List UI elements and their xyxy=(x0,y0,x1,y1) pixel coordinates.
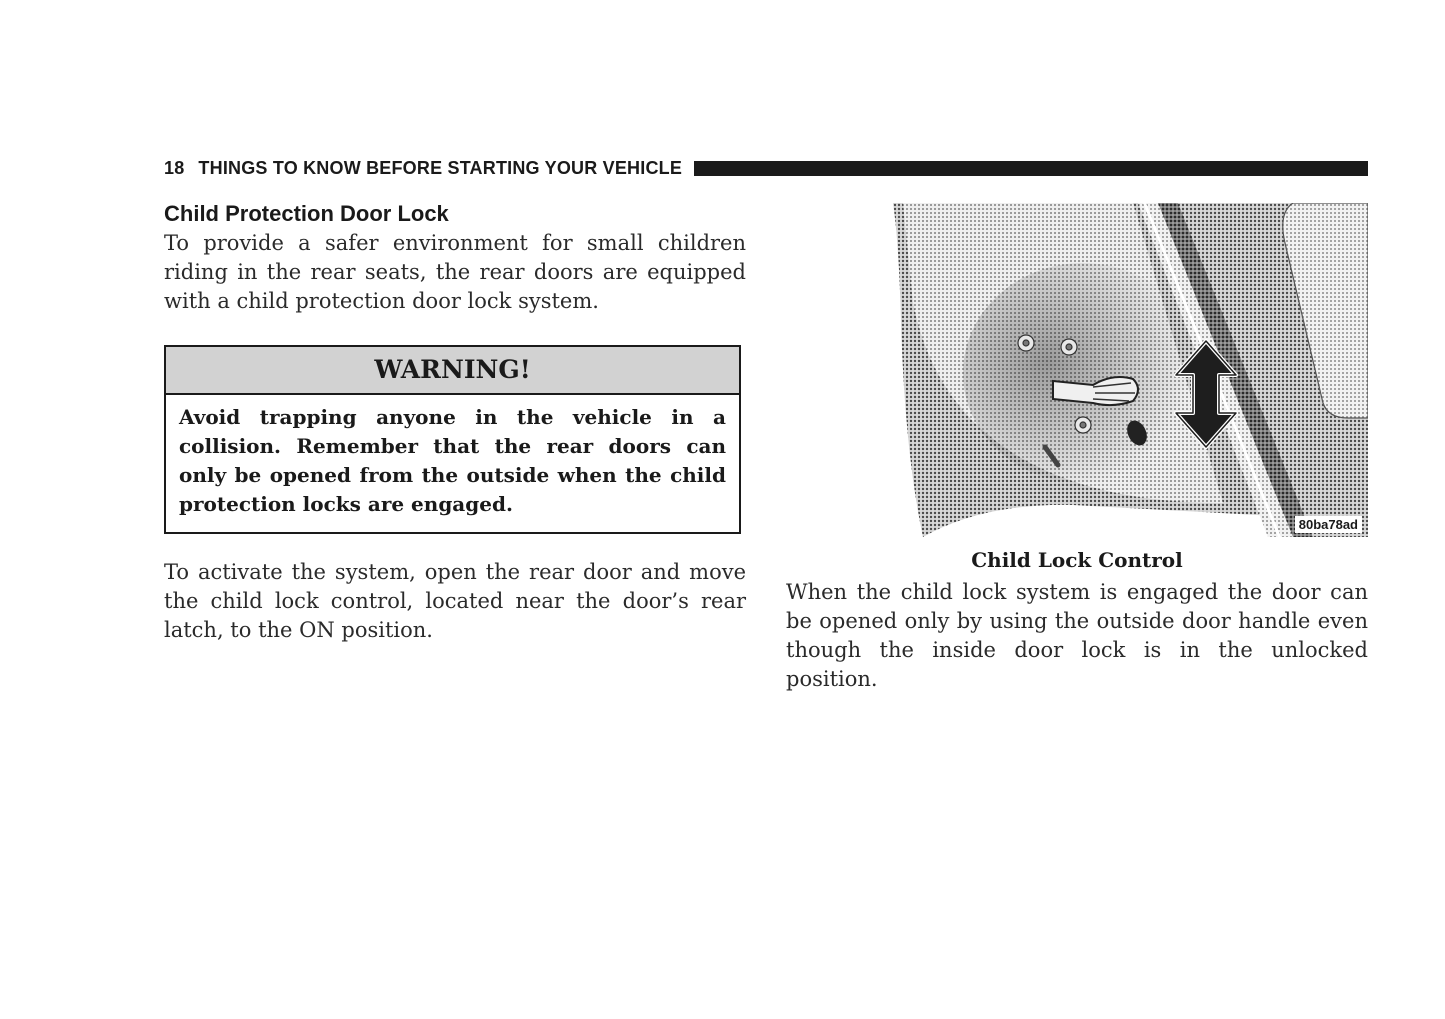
activate-paragraph: To activate the system, open the rear door and move the child lock control, located near the door’s rear latch, to the ON position. xyxy=(164,560,746,642)
section-heading: THINGS TO KNOW BEFORE STARTING YOUR VEHICLE xyxy=(198,157,683,178)
header-rule xyxy=(694,161,1368,176)
figure-id-label: 80ba78ad xyxy=(1295,516,1362,533)
header-label xyxy=(164,158,682,179)
warning-title: WARNING! xyxy=(166,347,739,395)
intro-paragraph: To provide a safer environment for small children riding in the rear seats, the rear doors are equipped with a child protection door lock system. xyxy=(164,231,746,313)
right-column xyxy=(786,578,1368,694)
page-header xyxy=(164,157,1368,179)
left-column xyxy=(164,199,746,645)
engaged-paragraph: When the child lock system is engaged the door can be opened only by using the outside door handle even though the inside door lock is in the unlocked position. xyxy=(786,580,1368,691)
child-lock-illustration xyxy=(893,203,1368,537)
section-title: Child Protection Door Lock xyxy=(164,201,449,226)
figure-caption: Child Lock Control xyxy=(971,548,1183,572)
warning-text: Avoid trapping anyone in the vehicle in a collision. Remember that the rear doors can only be opened from the outside when the child protection locks are engaged. xyxy=(179,405,726,516)
door-latch-drawing xyxy=(893,203,1368,537)
page-number: 18 xyxy=(164,157,185,178)
warning-box xyxy=(164,345,741,534)
